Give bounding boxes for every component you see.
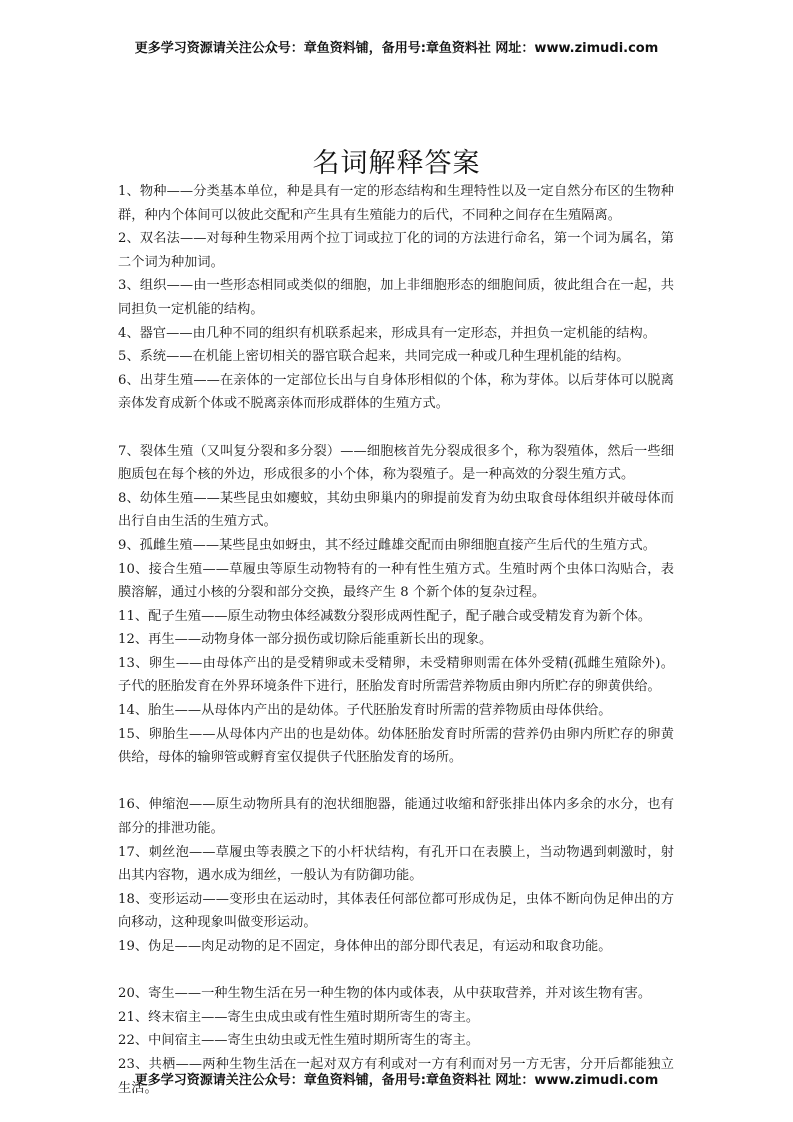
definition-entry-6: 6、出芽生殖——在亲体的一定部位长出与自身体形相似的个体，称为芽体。以后芽体可以脱离亲体发育成新个体或不脱离亲体而形成群体的生殖方式。 <box>118 372 674 412</box>
definition-entry-13: 13、卵生——由母体产出的是受精卵或未受精卵，未受精卵则需在体外受精(孤雌生殖除外)。子代的胚胎发育在外界环境条件下进行，胚胎发育时所需营养物质由卵内所贮存的卵黄供给。 <box>118 655 674 695</box>
definition-entry-14: 14、胎生——从母体内产出的是幼体。子代胚胎发育时所需的营养物质由母体供给。 <box>118 703 612 719</box>
definition-entry-3: 3、组织——由一些形态相同或类似的细胞，加上非细胞形态的细胞间质，彼此组合在一起，共同担负一定机能的结构。 <box>118 278 674 317</box>
definition-entry-2: 2、双名法——对每种生物采用两个拉丁词或拉丁化的词的方法进行命名，第一个词为属名，第二个词为种加词。 <box>118 231 674 270</box>
definition-list <box>118 180 674 1100</box>
section-spacer <box>118 416 674 440</box>
page-footer: 更多学习资源请关注公众号：章鱼资料铺，备用号:章鱼资料社 网址：www.zimudi.com <box>134 1073 659 1088</box>
definition-entry-16: 16、伸缩泡——原生动物所具有的泡状细胞器，能通过收缩和舒张排出体内多余的水分，也有部分的排泄功能。 <box>118 797 674 837</box>
definition-entry-23: 23、共栖——两种生物生活在一起对双方有利或对一方有利而对另一方无害，分开后都能独立生活。 <box>118 1056 674 1096</box>
definition-entry-5: 5、系统——在机能上密切相关的器官联合起来，共同完成一种或几种生理机能的结构。 <box>118 349 630 365</box>
definition-entry-21: 21、终末宿主——寄生虫成虫或有性生殖时期所寄生的寄主。 <box>118 1009 480 1025</box>
definition-entry-4: 4、器官——由几种不同的组织有机联系起来，形成具有一定形态，并担负一定机能的结构。 <box>118 325 656 341</box>
definition-entry-17: 17、刺丝泡——草履虫等表膜之下的小杆状结构，有孔开口在表膜上，当动物遇到刺激时，射出其内容物，遇水成为细丝，一般认为有防御功能。 <box>118 844 674 884</box>
definition-entry-7: 7、裂体生殖（又叫复分裂和多分裂）——细胞核首先分裂成很多个，称为裂殖体，然后一些细胞质包在每个核的外边，形成很多的小个体，称为裂殖子。是一种高效的分裂生殖方式。 <box>118 443 674 483</box>
definition-entry-10: 10、接合生殖——草履虫等原生动物特有的一种有性生殖方式。生殖时两个虫体口沟贴合，表膜溶解，通过小核的分裂和部分交换，最终产生 8 个新个体的复杂过程。 <box>118 561 674 601</box>
definition-entry-1: 1、物种——分类基本单位，种是具有一定的形态结构和生理特性以及一定自然分布区的生物种群，种内个体间可以彼此交配和产生具有生殖能力的后代，不同种之间存在生殖隔离。 <box>118 184 674 223</box>
definition-entry-18: 18、变形运动——变形虫在运动时，其体表任何部位都可形成伪足，虫体不断向伪足伸出的方向移动，这种现象叫做变形运动。 <box>118 891 674 931</box>
definition-entry-15: 15、卵胎生——从母体内产出的也是幼体。幼体胚胎发育时所需的营养仍由卵内所贮存的卵黄供给，母体的输卵管或孵育室仅提供子代胚胎发育的场所。 <box>118 726 674 766</box>
section-spacer <box>118 770 674 794</box>
definition-entry-20: 20、寄生——一种生物生活在另一种生物的体内或体表，从中获取营养，并对该生物有害。 <box>118 986 652 1002</box>
definition-entry-11: 11、配子生殖——原生动物虫体经减数分裂形成两性配子，配子融合或受精发育为新个体。 <box>118 608 652 624</box>
section-spacer <box>118 959 674 983</box>
page-header: 更多学习资源请关注公众号：章鱼资料铺，备用号:章鱼资料社 网址：www.zimudi.com <box>134 41 659 56</box>
definition-entry-8: 8、幼体生殖——某些昆虫如瘿蚊，其幼虫卵巢内的卵提前发育为幼虫取食母体组织并破母体而出行自由生活的生殖方式。 <box>118 490 674 530</box>
definition-entry-22: 22、中间宿主——寄生虫幼虫或无性生殖时期所寄生的寄主。 <box>118 1033 480 1049</box>
definition-entry-19: 19、伪足——肉足动物的足不固定，身体伸出的部分即代表足，有运动和取食功能。 <box>118 939 612 954</box>
document-title: 名词解释答案 <box>312 148 481 179</box>
definition-entry-9: 9、孤雌生殖——某些昆虫如蚜虫，其不经过雌雄交配而由卵细胞直接产生后代的生殖方式。 <box>118 537 656 553</box>
definition-entry-12: 12、再生——动物身体一部分损伤或切除后能重新长出的现象。 <box>118 632 493 648</box>
